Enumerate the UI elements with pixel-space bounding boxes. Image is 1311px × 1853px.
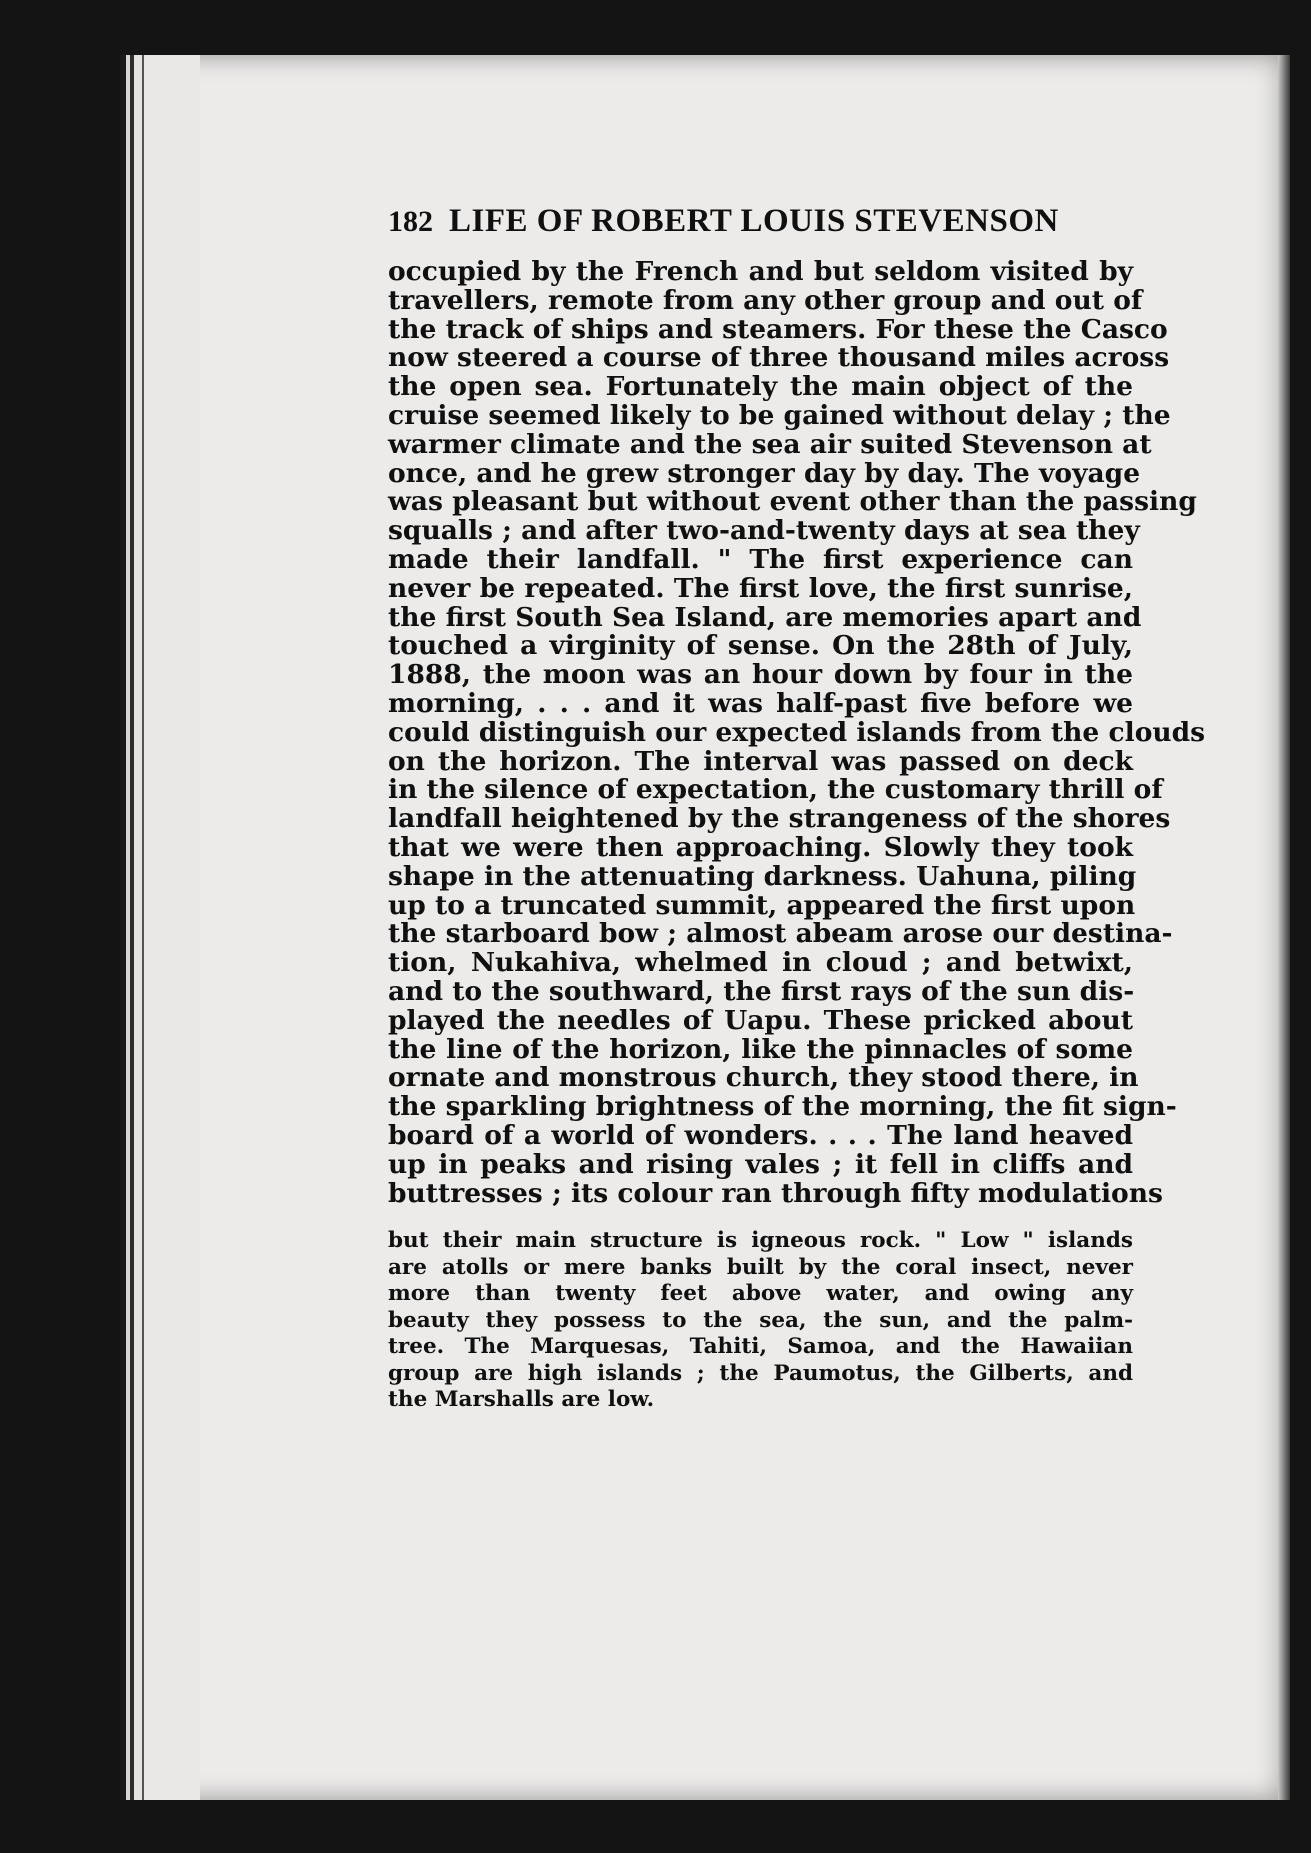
footnote-line: group are high islands ; the Paumotus, the Gilberts, and	[388, 1360, 1133, 1386]
body-line: on the horizon. The interval was passed on deck	[388, 745, 1133, 777]
body-line: buttresses ; its colour ran through fifty modulations	[388, 1177, 1163, 1209]
body-line: played the needles of Uapu. These pricked about	[388, 1004, 1133, 1036]
body-line: once, and he grew stronger day by day. The voyage	[388, 457, 1141, 489]
body-line: board of a world of wonders. . . . The land heaved	[388, 1119, 1133, 1151]
body-line: tion, Nukahiva, whelmed in cloud ; and betwixt,	[388, 947, 1133, 979]
body-line: in the silence of expectation, the customary thrill of	[388, 774, 1163, 806]
body-line: made their landfall. " The first experience can	[388, 543, 1133, 575]
body-line: ornate and monstrous church, they stood there, in	[388, 1062, 1139, 1094]
running-title: LIFE OF ROBERT LOUIS STEVENSON	[449, 203, 1059, 239]
book-binding-edge	[120, 55, 200, 1800]
page-number: 182	[388, 205, 433, 238]
page-right-edge	[1278, 55, 1290, 1800]
footnote-line: but their main structure is igneous rock. " Low " islands	[388, 1228, 1133, 1254]
body-line: could distinguish our expected islands from the clouds	[388, 716, 1206, 748]
body-line: now steered a course of three thousand miles across	[388, 342, 1170, 374]
footnote-line: more than twenty feet above water, and owing any	[388, 1281, 1133, 1307]
footnote-line: the Marshalls are low.	[388, 1387, 655, 1413]
body-line: up to a truncated summit, appeared the first upon	[388, 889, 1136, 921]
footnote-line: are atolls or mere banks built by the coral insect, never	[388, 1254, 1133, 1280]
footnote-line: tree. The Marquesas, Tahiti, Samoa, and the Hawaiian	[388, 1334, 1133, 1360]
running-header	[388, 203, 1133, 240]
body-line: that we were then approaching. Slowly they took	[388, 831, 1133, 863]
body-line: the track of ships and steamers. For these the Casco	[388, 313, 1168, 345]
body-line: occupied by the French and but seldom visited by	[388, 256, 1133, 287]
footnote-line: beauty they possess to the sea, the sun, and the palm-	[388, 1307, 1133, 1333]
body-line: warmer climate and the sea air suited Stevenson at	[388, 428, 1152, 460]
body-line: the first South Sea Island, are memories apart and	[388, 601, 1142, 633]
body-line: was pleasant but without event other than the passing	[388, 486, 1197, 518]
body-line: the open sea. Fortunately the main object of the	[388, 371, 1133, 403]
page-content	[388, 203, 1206, 1414]
body-line: shape in the attenuating darkness. Uahuna, piling	[388, 860, 1137, 892]
body-line: morning, . . . and it was half-past five before we	[388, 687, 1133, 719]
body-line: 1888, the moon was an hour down by four in the	[388, 659, 1133, 691]
body-line: travellers, remote from any other group and out of	[388, 284, 1143, 316]
body-line: cruise seemed likely to be gained without delay ; the	[388, 399, 1171, 431]
book-page	[120, 55, 1290, 1800]
body-line: the line of the horizon, like the pinnacles of some	[388, 1033, 1133, 1065]
body-line: touched a virginity of sense. On the 28th of July,	[388, 630, 1133, 662]
body-line: never be repeated. The first love, the first sunrise,	[388, 572, 1133, 604]
body-line: and to the southward, the first rays of the sun dis-	[388, 975, 1135, 1007]
body-line: squalls ; and after two-and-twenty days at sea they	[388, 515, 1140, 547]
body-line: up in peaks and rising vales ; it fell in cliffs and	[388, 1148, 1133, 1180]
body-line: the starboard bow ; almost abeam arose our destina-	[388, 918, 1173, 950]
footnote-text	[388, 1228, 1133, 1414]
body-line: landfall heightened by the strangeness of the shores	[388, 803, 1171, 835]
body-line: the sparkling brightness of the morning, the fit sign-	[388, 1091, 1177, 1123]
body-text	[388, 256, 1206, 1209]
